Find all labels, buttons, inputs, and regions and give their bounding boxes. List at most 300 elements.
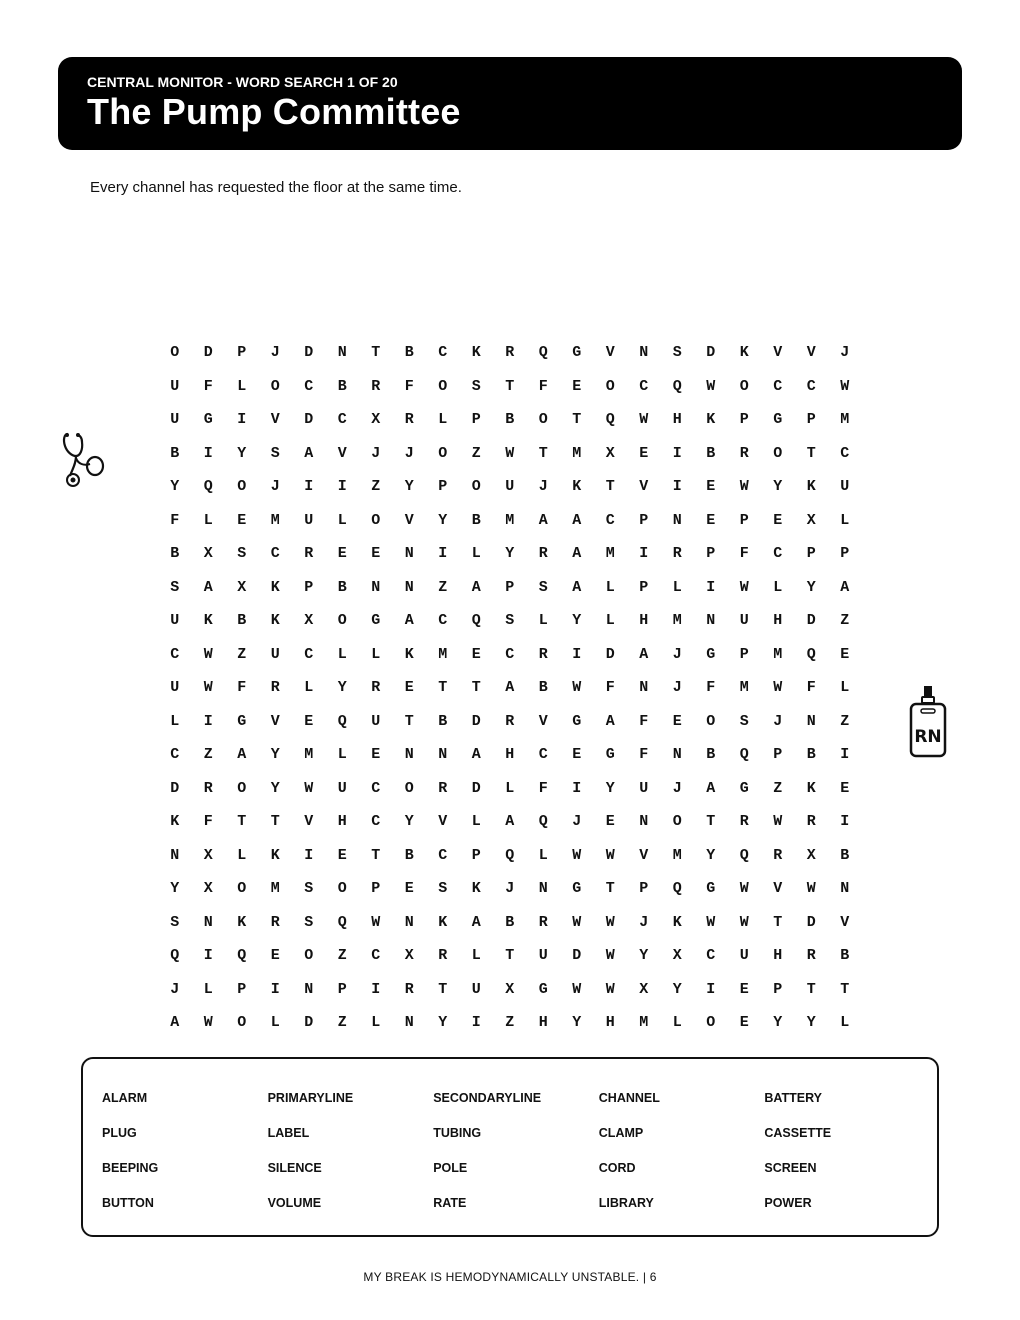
- grid-letter[interactable]: L: [840, 511, 850, 529]
- grid-letter[interactable]: Z: [505, 1014, 515, 1032]
- grid-letter[interactable]: N: [672, 746, 682, 764]
- grid-letter[interactable]: V: [806, 344, 816, 362]
- grid-letter[interactable]: E: [672, 712, 682, 730]
- grid-letter[interactable]: P: [739, 411, 749, 429]
- grid-letter[interactable]: T: [438, 679, 448, 697]
- grid-letter[interactable]: W: [840, 377, 850, 395]
- grid-letter[interactable]: Y: [806, 578, 816, 596]
- grid-letter[interactable]: S: [471, 377, 481, 395]
- grid-letter[interactable]: C: [538, 746, 548, 764]
- grid-letter[interactable]: T: [505, 377, 515, 395]
- grid-letter[interactable]: G: [572, 344, 582, 362]
- grid-letter[interactable]: I: [337, 478, 347, 496]
- grid-letter[interactable]: W: [572, 913, 582, 931]
- grid-letter[interactable]: K: [270, 612, 280, 630]
- grid-letter[interactable]: W: [203, 679, 213, 697]
- grid-letter[interactable]: L: [203, 980, 213, 998]
- grid-letter[interactable]: P: [739, 645, 749, 663]
- grid-letter[interactable]: P: [806, 411, 816, 429]
- grid-letter[interactable]: J: [672, 645, 682, 663]
- grid-letter[interactable]: V: [337, 444, 347, 462]
- grid-letter[interactable]: E: [237, 511, 247, 529]
- grid-letter[interactable]: K: [270, 578, 280, 596]
- grid-letter[interactable]: N: [840, 880, 850, 898]
- grid-letter[interactable]: R: [806, 813, 816, 831]
- grid-letter[interactable]: I: [237, 411, 247, 429]
- grid-letter[interactable]: L: [270, 1014, 280, 1032]
- grid-letter[interactable]: Y: [438, 511, 448, 529]
- grid-letter[interactable]: F: [605, 679, 615, 697]
- grid-letter[interactable]: C: [337, 411, 347, 429]
- grid-letter[interactable]: N: [639, 344, 649, 362]
- grid-letter[interactable]: R: [404, 980, 414, 998]
- grid-letter[interactable]: C: [371, 947, 381, 965]
- grid-letter[interactable]: O: [438, 377, 448, 395]
- grid-letter[interactable]: R: [505, 344, 515, 362]
- grid-letter[interactable]: E: [371, 545, 381, 563]
- grid-letter[interactable]: H: [538, 1014, 548, 1032]
- grid-letter[interactable]: O: [471, 478, 481, 496]
- grid-letter[interactable]: O: [237, 880, 247, 898]
- grid-letter[interactable]: F: [538, 377, 548, 395]
- grid-letter[interactable]: S: [270, 444, 280, 462]
- grid-letter[interactable]: J: [404, 444, 414, 462]
- grid-letter[interactable]: W: [605, 846, 615, 864]
- grid-letter[interactable]: C: [806, 377, 816, 395]
- grid-letter[interactable]: R: [203, 779, 213, 797]
- grid-letter[interactable]: M: [672, 612, 682, 630]
- grid-letter[interactable]: P: [806, 545, 816, 563]
- grid-letter[interactable]: Q: [203, 478, 213, 496]
- grid-letter[interactable]: I: [840, 746, 850, 764]
- grid-letter[interactable]: U: [170, 377, 180, 395]
- grid-letter[interactable]: T: [371, 846, 381, 864]
- grid-letter[interactable]: R: [404, 411, 414, 429]
- grid-letter[interactable]: E: [337, 846, 347, 864]
- grid-letter[interactable]: L: [203, 511, 213, 529]
- grid-letter[interactable]: X: [371, 411, 381, 429]
- grid-letter[interactable]: P: [739, 511, 749, 529]
- grid-letter[interactable]: V: [270, 411, 280, 429]
- grid-letter[interactable]: C: [304, 377, 314, 395]
- grid-letter[interactable]: C: [773, 545, 783, 563]
- grid-letter[interactable]: P: [706, 545, 716, 563]
- grid-letter[interactable]: P: [471, 846, 481, 864]
- grid-letter[interactable]: B: [404, 846, 414, 864]
- grid-letter[interactable]: M: [840, 411, 850, 429]
- grid-letter[interactable]: I: [639, 545, 649, 563]
- grid-letter[interactable]: N: [806, 712, 816, 730]
- grid-letter[interactable]: L: [337, 511, 347, 529]
- grid-letter[interactable]: U: [304, 511, 314, 529]
- grid-letter[interactable]: O: [538, 411, 548, 429]
- grid-letter[interactable]: N: [337, 344, 347, 362]
- grid-letter[interactable]: O: [237, 478, 247, 496]
- grid-letter[interactable]: H: [672, 411, 682, 429]
- grid-letter[interactable]: L: [304, 679, 314, 697]
- grid-letter[interactable]: C: [371, 813, 381, 831]
- grid-letter[interactable]: T: [572, 411, 582, 429]
- grid-letter[interactable]: Y: [270, 779, 280, 797]
- grid-letter[interactable]: I: [203, 947, 213, 965]
- grid-letter[interactable]: R: [371, 679, 381, 697]
- grid-letter[interactable]: N: [672, 511, 682, 529]
- grid-letter[interactable]: X: [203, 846, 213, 864]
- grid-letter[interactable]: Q: [739, 846, 749, 864]
- grid-letter[interactable]: U: [270, 645, 280, 663]
- grid-letter[interactable]: J: [170, 980, 180, 998]
- grid-letter[interactable]: O: [237, 779, 247, 797]
- grid-letter[interactable]: U: [505, 478, 515, 496]
- grid-letter[interactable]: D: [304, 411, 314, 429]
- grid-letter[interactable]: J: [840, 344, 850, 362]
- grid-letter[interactable]: Y: [605, 779, 615, 797]
- grid-letter[interactable]: T: [505, 947, 515, 965]
- grid-letter[interactable]: A: [505, 679, 515, 697]
- grid-letter[interactable]: L: [538, 846, 548, 864]
- grid-letter[interactable]: S: [538, 578, 548, 596]
- grid-letter[interactable]: Z: [438, 578, 448, 596]
- grid-letter[interactable]: E: [706, 511, 716, 529]
- grid-letter[interactable]: E: [270, 947, 280, 965]
- grid-letter[interactable]: G: [538, 980, 548, 998]
- grid-letter[interactable]: T: [605, 478, 615, 496]
- grid-letter[interactable]: S: [304, 880, 314, 898]
- grid-letter[interactable]: L: [337, 645, 347, 663]
- grid-letter[interactable]: W: [203, 1014, 213, 1032]
- grid-letter[interactable]: E: [739, 980, 749, 998]
- grid-letter[interactable]: I: [304, 478, 314, 496]
- grid-letter[interactable]: M: [270, 880, 280, 898]
- grid-letter[interactable]: Z: [471, 444, 481, 462]
- grid-letter[interactable]: P: [237, 344, 247, 362]
- grid-letter[interactable]: M: [505, 511, 515, 529]
- grid-letter[interactable]: T: [371, 344, 381, 362]
- grid-letter[interactable]: H: [505, 746, 515, 764]
- grid-letter[interactable]: T: [706, 813, 716, 831]
- grid-letter[interactable]: T: [270, 813, 280, 831]
- grid-letter[interactable]: N: [538, 880, 548, 898]
- grid-letter[interactable]: E: [840, 645, 850, 663]
- grid-letter[interactable]: Y: [773, 1014, 783, 1032]
- grid-letter[interactable]: N: [639, 813, 649, 831]
- grid-letter[interactable]: Y: [639, 947, 649, 965]
- grid-letter[interactable]: W: [773, 813, 783, 831]
- grid-letter[interactable]: V: [840, 913, 850, 931]
- grid-letter[interactable]: P: [371, 880, 381, 898]
- grid-letter[interactable]: F: [739, 545, 749, 563]
- grid-letter[interactable]: B: [840, 947, 850, 965]
- grid-letter[interactable]: Q: [471, 612, 481, 630]
- grid-letter[interactable]: F: [706, 679, 716, 697]
- grid-letter[interactable]: V: [639, 846, 649, 864]
- grid-letter[interactable]: L: [237, 846, 247, 864]
- grid-letter[interactable]: O: [605, 377, 615, 395]
- grid-letter[interactable]: A: [471, 746, 481, 764]
- grid-letter[interactable]: R: [538, 545, 548, 563]
- grid-letter[interactable]: M: [270, 511, 280, 529]
- grid-letter[interactable]: D: [170, 779, 180, 797]
- grid-letter[interactable]: V: [639, 478, 649, 496]
- grid-letter[interactable]: X: [639, 980, 649, 998]
- grid-letter[interactable]: H: [605, 1014, 615, 1032]
- grid-letter[interactable]: N: [404, 578, 414, 596]
- grid-letter[interactable]: K: [739, 344, 749, 362]
- grid-letter[interactable]: A: [605, 712, 615, 730]
- grid-letter[interactable]: Y: [270, 746, 280, 764]
- grid-letter[interactable]: J: [672, 679, 682, 697]
- grid-letter[interactable]: F: [203, 377, 213, 395]
- grid-letter[interactable]: C: [840, 444, 850, 462]
- grid-letter[interactable]: E: [605, 813, 615, 831]
- grid-letter[interactable]: A: [840, 578, 850, 596]
- grid-letter[interactable]: D: [605, 645, 615, 663]
- grid-letter[interactable]: L: [471, 813, 481, 831]
- grid-letter[interactable]: W: [806, 880, 816, 898]
- grid-letter[interactable]: W: [739, 880, 749, 898]
- grid-letter[interactable]: E: [773, 511, 783, 529]
- grid-letter[interactable]: V: [404, 511, 414, 529]
- grid-letter[interactable]: U: [170, 411, 180, 429]
- grid-letter[interactable]: F: [639, 712, 649, 730]
- grid-letter[interactable]: K: [237, 913, 247, 931]
- grid-letter[interactable]: Y: [672, 980, 682, 998]
- grid-letter[interactable]: L: [538, 612, 548, 630]
- grid-letter[interactable]: N: [404, 913, 414, 931]
- grid-letter[interactable]: K: [438, 913, 448, 931]
- grid-letter[interactable]: S: [170, 913, 180, 931]
- grid-letter[interactable]: A: [505, 813, 515, 831]
- grid-letter[interactable]: E: [404, 679, 414, 697]
- grid-letter[interactable]: B: [806, 746, 816, 764]
- grid-letter[interactable]: U: [337, 779, 347, 797]
- grid-letter[interactable]: M: [572, 444, 582, 462]
- grid-letter[interactable]: T: [237, 813, 247, 831]
- grid-letter[interactable]: E: [304, 712, 314, 730]
- grid-letter[interactable]: V: [270, 712, 280, 730]
- grid-letter[interactable]: A: [404, 612, 414, 630]
- grid-letter[interactable]: R: [371, 377, 381, 395]
- grid-letter[interactable]: B: [337, 578, 347, 596]
- grid-letter[interactable]: Y: [337, 679, 347, 697]
- grid-letter[interactable]: B: [170, 444, 180, 462]
- grid-letter[interactable]: F: [538, 779, 548, 797]
- grid-letter[interactable]: D: [471, 712, 481, 730]
- grid-letter[interactable]: B: [170, 545, 180, 563]
- grid-letter[interactable]: C: [170, 645, 180, 663]
- grid-letter[interactable]: B: [505, 913, 515, 931]
- grid-letter[interactable]: R: [438, 947, 448, 965]
- grid-letter[interactable]: K: [471, 344, 481, 362]
- grid-letter[interactable]: I: [270, 980, 280, 998]
- grid-letter[interactable]: E: [404, 880, 414, 898]
- grid-letter[interactable]: R: [739, 813, 749, 831]
- grid-letter[interactable]: W: [739, 913, 749, 931]
- grid-letter[interactable]: N: [706, 612, 716, 630]
- grid-letter[interactable]: L: [605, 578, 615, 596]
- grid-letter[interactable]: Z: [773, 779, 783, 797]
- grid-letter[interactable]: L: [471, 947, 481, 965]
- grid-letter[interactable]: W: [739, 478, 749, 496]
- grid-letter[interactable]: M: [304, 746, 314, 764]
- grid-letter[interactable]: P: [639, 578, 649, 596]
- grid-letter[interactable]: T: [538, 444, 548, 462]
- grid-letter[interactable]: Y: [404, 478, 414, 496]
- grid-letter[interactable]: C: [773, 377, 783, 395]
- grid-letter[interactable]: Y: [438, 1014, 448, 1032]
- grid-letter[interactable]: R: [270, 913, 280, 931]
- grid-letter[interactable]: Q: [605, 411, 615, 429]
- grid-letter[interactable]: P: [337, 980, 347, 998]
- grid-letter[interactable]: R: [438, 779, 448, 797]
- grid-letter[interactable]: Z: [840, 712, 850, 730]
- grid-letter[interactable]: U: [739, 947, 749, 965]
- grid-letter[interactable]: N: [438, 746, 448, 764]
- grid-letter[interactable]: U: [538, 947, 548, 965]
- grid-letter[interactable]: S: [739, 712, 749, 730]
- grid-letter[interactable]: H: [639, 612, 649, 630]
- grid-letter[interactable]: L: [773, 578, 783, 596]
- grid-letter[interactable]: Z: [237, 645, 247, 663]
- grid-letter[interactable]: C: [270, 545, 280, 563]
- grid-letter[interactable]: N: [404, 545, 414, 563]
- grid-letter[interactable]: C: [706, 947, 716, 965]
- grid-letter[interactable]: Q: [672, 880, 682, 898]
- grid-letter[interactable]: A: [471, 913, 481, 931]
- grid-letter[interactable]: Q: [739, 746, 749, 764]
- grid-letter[interactable]: B: [471, 511, 481, 529]
- grid-letter[interactable]: T: [806, 980, 816, 998]
- grid-letter[interactable]: K: [806, 779, 816, 797]
- grid-letter[interactable]: B: [337, 377, 347, 395]
- grid-letter[interactable]: W: [706, 913, 716, 931]
- grid-letter[interactable]: O: [337, 612, 347, 630]
- grid-letter[interactable]: R: [270, 679, 280, 697]
- grid-letter[interactable]: O: [237, 1014, 247, 1032]
- grid-letter[interactable]: Q: [337, 712, 347, 730]
- grid-letter[interactable]: D: [806, 913, 816, 931]
- grid-letter[interactable]: L: [237, 377, 247, 395]
- grid-letter[interactable]: D: [806, 612, 816, 630]
- grid-letter[interactable]: Q: [538, 813, 548, 831]
- grid-letter[interactable]: V: [773, 880, 783, 898]
- grid-letter[interactable]: W: [371, 913, 381, 931]
- grid-letter[interactable]: J: [270, 478, 280, 496]
- grid-letter[interactable]: O: [170, 344, 180, 362]
- grid-letter[interactable]: F: [806, 679, 816, 697]
- grid-letter[interactable]: Q: [505, 846, 515, 864]
- grid-letter[interactable]: Y: [505, 545, 515, 563]
- grid-letter[interactable]: B: [706, 746, 716, 764]
- grid-letter[interactable]: I: [706, 578, 716, 596]
- grid-letter[interactable]: D: [203, 344, 213, 362]
- grid-letter[interactable]: U: [639, 779, 649, 797]
- grid-letter[interactable]: W: [572, 846, 582, 864]
- grid-letter[interactable]: Y: [404, 813, 414, 831]
- grid-letter[interactable]: T: [806, 444, 816, 462]
- grid-letter[interactable]: W: [203, 645, 213, 663]
- grid-letter[interactable]: J: [773, 712, 783, 730]
- grid-letter[interactable]: A: [237, 746, 247, 764]
- grid-letter[interactable]: O: [304, 947, 314, 965]
- grid-letter[interactable]: L: [505, 779, 515, 797]
- grid-letter[interactable]: R: [538, 645, 548, 663]
- grid-letter[interactable]: Z: [337, 1014, 347, 1032]
- grid-letter[interactable]: E: [572, 377, 582, 395]
- grid-letter[interactable]: D: [471, 779, 481, 797]
- grid-letter[interactable]: S: [438, 880, 448, 898]
- grid-letter[interactable]: I: [471, 1014, 481, 1032]
- grid-letter[interactable]: D: [706, 344, 716, 362]
- grid-letter[interactable]: X: [404, 947, 414, 965]
- grid-letter[interactable]: Q: [806, 645, 816, 663]
- grid-letter[interactable]: W: [505, 444, 515, 462]
- grid-letter[interactable]: V: [605, 344, 615, 362]
- grid-letter[interactable]: L: [371, 645, 381, 663]
- grid-letter[interactable]: I: [371, 980, 381, 998]
- grid-letter[interactable]: R: [773, 846, 783, 864]
- grid-letter[interactable]: Z: [371, 478, 381, 496]
- grid-letter[interactable]: O: [404, 779, 414, 797]
- grid-letter[interactable]: T: [404, 712, 414, 730]
- grid-letter[interactable]: D: [304, 344, 314, 362]
- grid-letter[interactable]: A: [471, 578, 481, 596]
- grid-letter[interactable]: P: [773, 746, 783, 764]
- grid-letter[interactable]: U: [170, 679, 180, 697]
- grid-letter[interactable]: W: [605, 913, 615, 931]
- grid-letter[interactable]: P: [471, 411, 481, 429]
- grid-letter[interactable]: A: [203, 578, 213, 596]
- grid-letter[interactable]: C: [304, 645, 314, 663]
- grid-letter[interactable]: U: [739, 612, 749, 630]
- grid-letter[interactable]: V: [773, 344, 783, 362]
- grid-letter[interactable]: C: [438, 612, 448, 630]
- grid-letter[interactable]: I: [572, 645, 582, 663]
- grid-letter[interactable]: P: [304, 578, 314, 596]
- grid-letter[interactable]: B: [505, 411, 515, 429]
- grid-letter[interactable]: Y: [170, 880, 180, 898]
- grid-letter[interactable]: B: [404, 344, 414, 362]
- grid-letter[interactable]: O: [438, 444, 448, 462]
- grid-letter[interactable]: A: [170, 1014, 180, 1032]
- grid-letter[interactable]: I: [438, 545, 448, 563]
- grid-letter[interactable]: C: [371, 779, 381, 797]
- grid-letter[interactable]: U: [840, 478, 850, 496]
- grid-letter[interactable]: L: [337, 746, 347, 764]
- grid-letter[interactable]: E: [739, 1014, 749, 1032]
- grid-letter[interactable]: F: [170, 511, 180, 529]
- grid-letter[interactable]: P: [505, 578, 515, 596]
- grid-letter[interactable]: O: [739, 377, 749, 395]
- grid-letter[interactable]: T: [773, 913, 783, 931]
- grid-letter[interactable]: A: [538, 511, 548, 529]
- grid-letter[interactable]: O: [773, 444, 783, 462]
- grid-letter[interactable]: I: [304, 846, 314, 864]
- grid-letter[interactable]: R: [538, 913, 548, 931]
- grid-letter[interactable]: R: [739, 444, 749, 462]
- grid-letter[interactable]: Q: [337, 913, 347, 931]
- grid-letter[interactable]: G: [237, 712, 247, 730]
- grid-letter[interactable]: G: [773, 411, 783, 429]
- grid-letter[interactable]: W: [639, 411, 649, 429]
- grid-letter[interactable]: Q: [538, 344, 548, 362]
- grid-letter[interactable]: A: [304, 444, 314, 462]
- grid-letter[interactable]: U: [371, 712, 381, 730]
- grid-letter[interactable]: D: [304, 1014, 314, 1032]
- grid-letter[interactable]: E: [840, 779, 850, 797]
- grid-letter[interactable]: O: [706, 1014, 716, 1032]
- grid-letter[interactable]: A: [572, 511, 582, 529]
